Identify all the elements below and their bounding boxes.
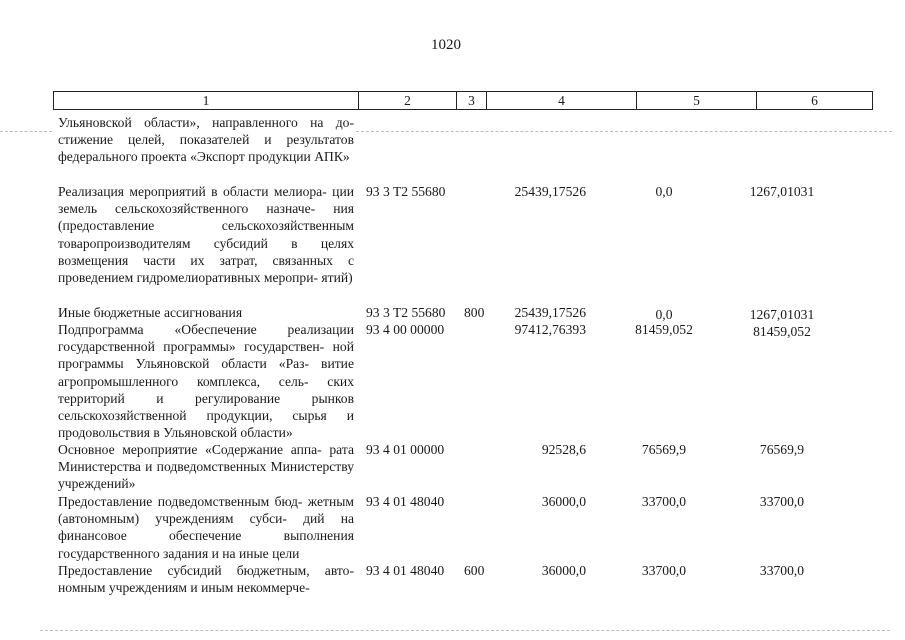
row-code: 93 4 01 48040 xyxy=(366,494,445,509)
row-value-col4: 25439,17526 xyxy=(514,305,586,320)
page-number: 1020 xyxy=(431,37,461,53)
row-description: Основное мероприятие «Содержание аппа- рата Министерства и подведомственных Министерству учреждений» xyxy=(58,442,354,492)
row-code: 93 3 T2 55680 xyxy=(366,184,446,199)
scan-artifact-line xyxy=(40,630,890,631)
scan-artifact-line xyxy=(0,131,52,132)
row-code: 93 4 00 00000 xyxy=(366,322,445,337)
column-header-row xyxy=(54,92,873,110)
column-header-1: 1 xyxy=(54,92,359,110)
row-value-col5: 33700,0 xyxy=(641,563,687,578)
row-value-col5: 0,0 xyxy=(655,184,673,199)
row-value-col5: 81459,052 xyxy=(635,322,693,337)
scan-artifact-line xyxy=(356,131,892,132)
row-code: 93 3 T2 55680 xyxy=(366,305,446,320)
row-value-col5: 0,0 xyxy=(655,307,673,322)
row-description: Предоставление субсидий бюджетным, авто- номным учреждениям и иным некоммерче- xyxy=(58,563,354,596)
column-header-table xyxy=(53,91,873,110)
row-value-col6: 33700,0 xyxy=(759,563,805,578)
row-expense-type: 600 xyxy=(464,563,485,578)
row-description: Реализация мероприятий в области мелиора- ции земель сельскохозяйственного назначе- ния (предоставление сельскохозяйственным товаропроизводителям субсидий в целях возмещения части их затрат, связанных с проведением гидромелиоративных меропри- ятий) xyxy=(58,184,354,286)
row-value-col4: 97412,76393 xyxy=(514,322,586,337)
row-value-col5: 76569,9 xyxy=(641,442,687,457)
row-description: Предоставление подведомственным бюд- жетным (автономным) учреждениям субси- дий на финансовое обеспечение выполнения государственного задания и на иные цели xyxy=(58,494,354,561)
row-value-col4: 92528,6 xyxy=(541,442,586,457)
row-value-col4: 36000,0 xyxy=(541,494,586,509)
column-header-5: 5 xyxy=(637,92,757,110)
row-value-col5: 33700,0 xyxy=(641,494,687,509)
column-header-4: 4 xyxy=(487,92,637,110)
row-value-col4: 25439,17526 xyxy=(514,184,586,199)
row-value-col4: 36000,0 xyxy=(541,563,586,578)
column-header-6: 6 xyxy=(757,92,873,110)
row-expense-type: 800 xyxy=(464,305,485,320)
row-description: Подпрограмма «Обеспечение реализации государственной программы» государствен- ной программы Ульяновской области «Раз- витие агропромышленного комплекса, сель- ских территорий и регулирование рынков сельскохозяйственной продукции, сырья и продовольствия в Ульяновской области» xyxy=(58,322,354,441)
row-code: 93 4 01 48040 xyxy=(366,563,445,578)
row-value-col6: 81459,052 xyxy=(753,324,811,339)
row-description: Иные бюджетные ассигнования xyxy=(58,305,243,320)
column-header-3: 3 xyxy=(457,92,487,110)
row-value-col6: 1267,01031 xyxy=(749,307,815,322)
row-value-col6: 76569,9 xyxy=(759,442,805,457)
row-value-col6: 1267,01031 xyxy=(749,184,815,199)
row-description: Ульяновской области», направленного на до- стижение целей, показателей и результатов федерального проекта «Экспорт продукции АПК» xyxy=(58,115,354,165)
column-header-2: 2 xyxy=(359,92,457,110)
row-value-col6: 33700,0 xyxy=(759,494,805,509)
row-code: 93 4 01 00000 xyxy=(366,442,445,457)
